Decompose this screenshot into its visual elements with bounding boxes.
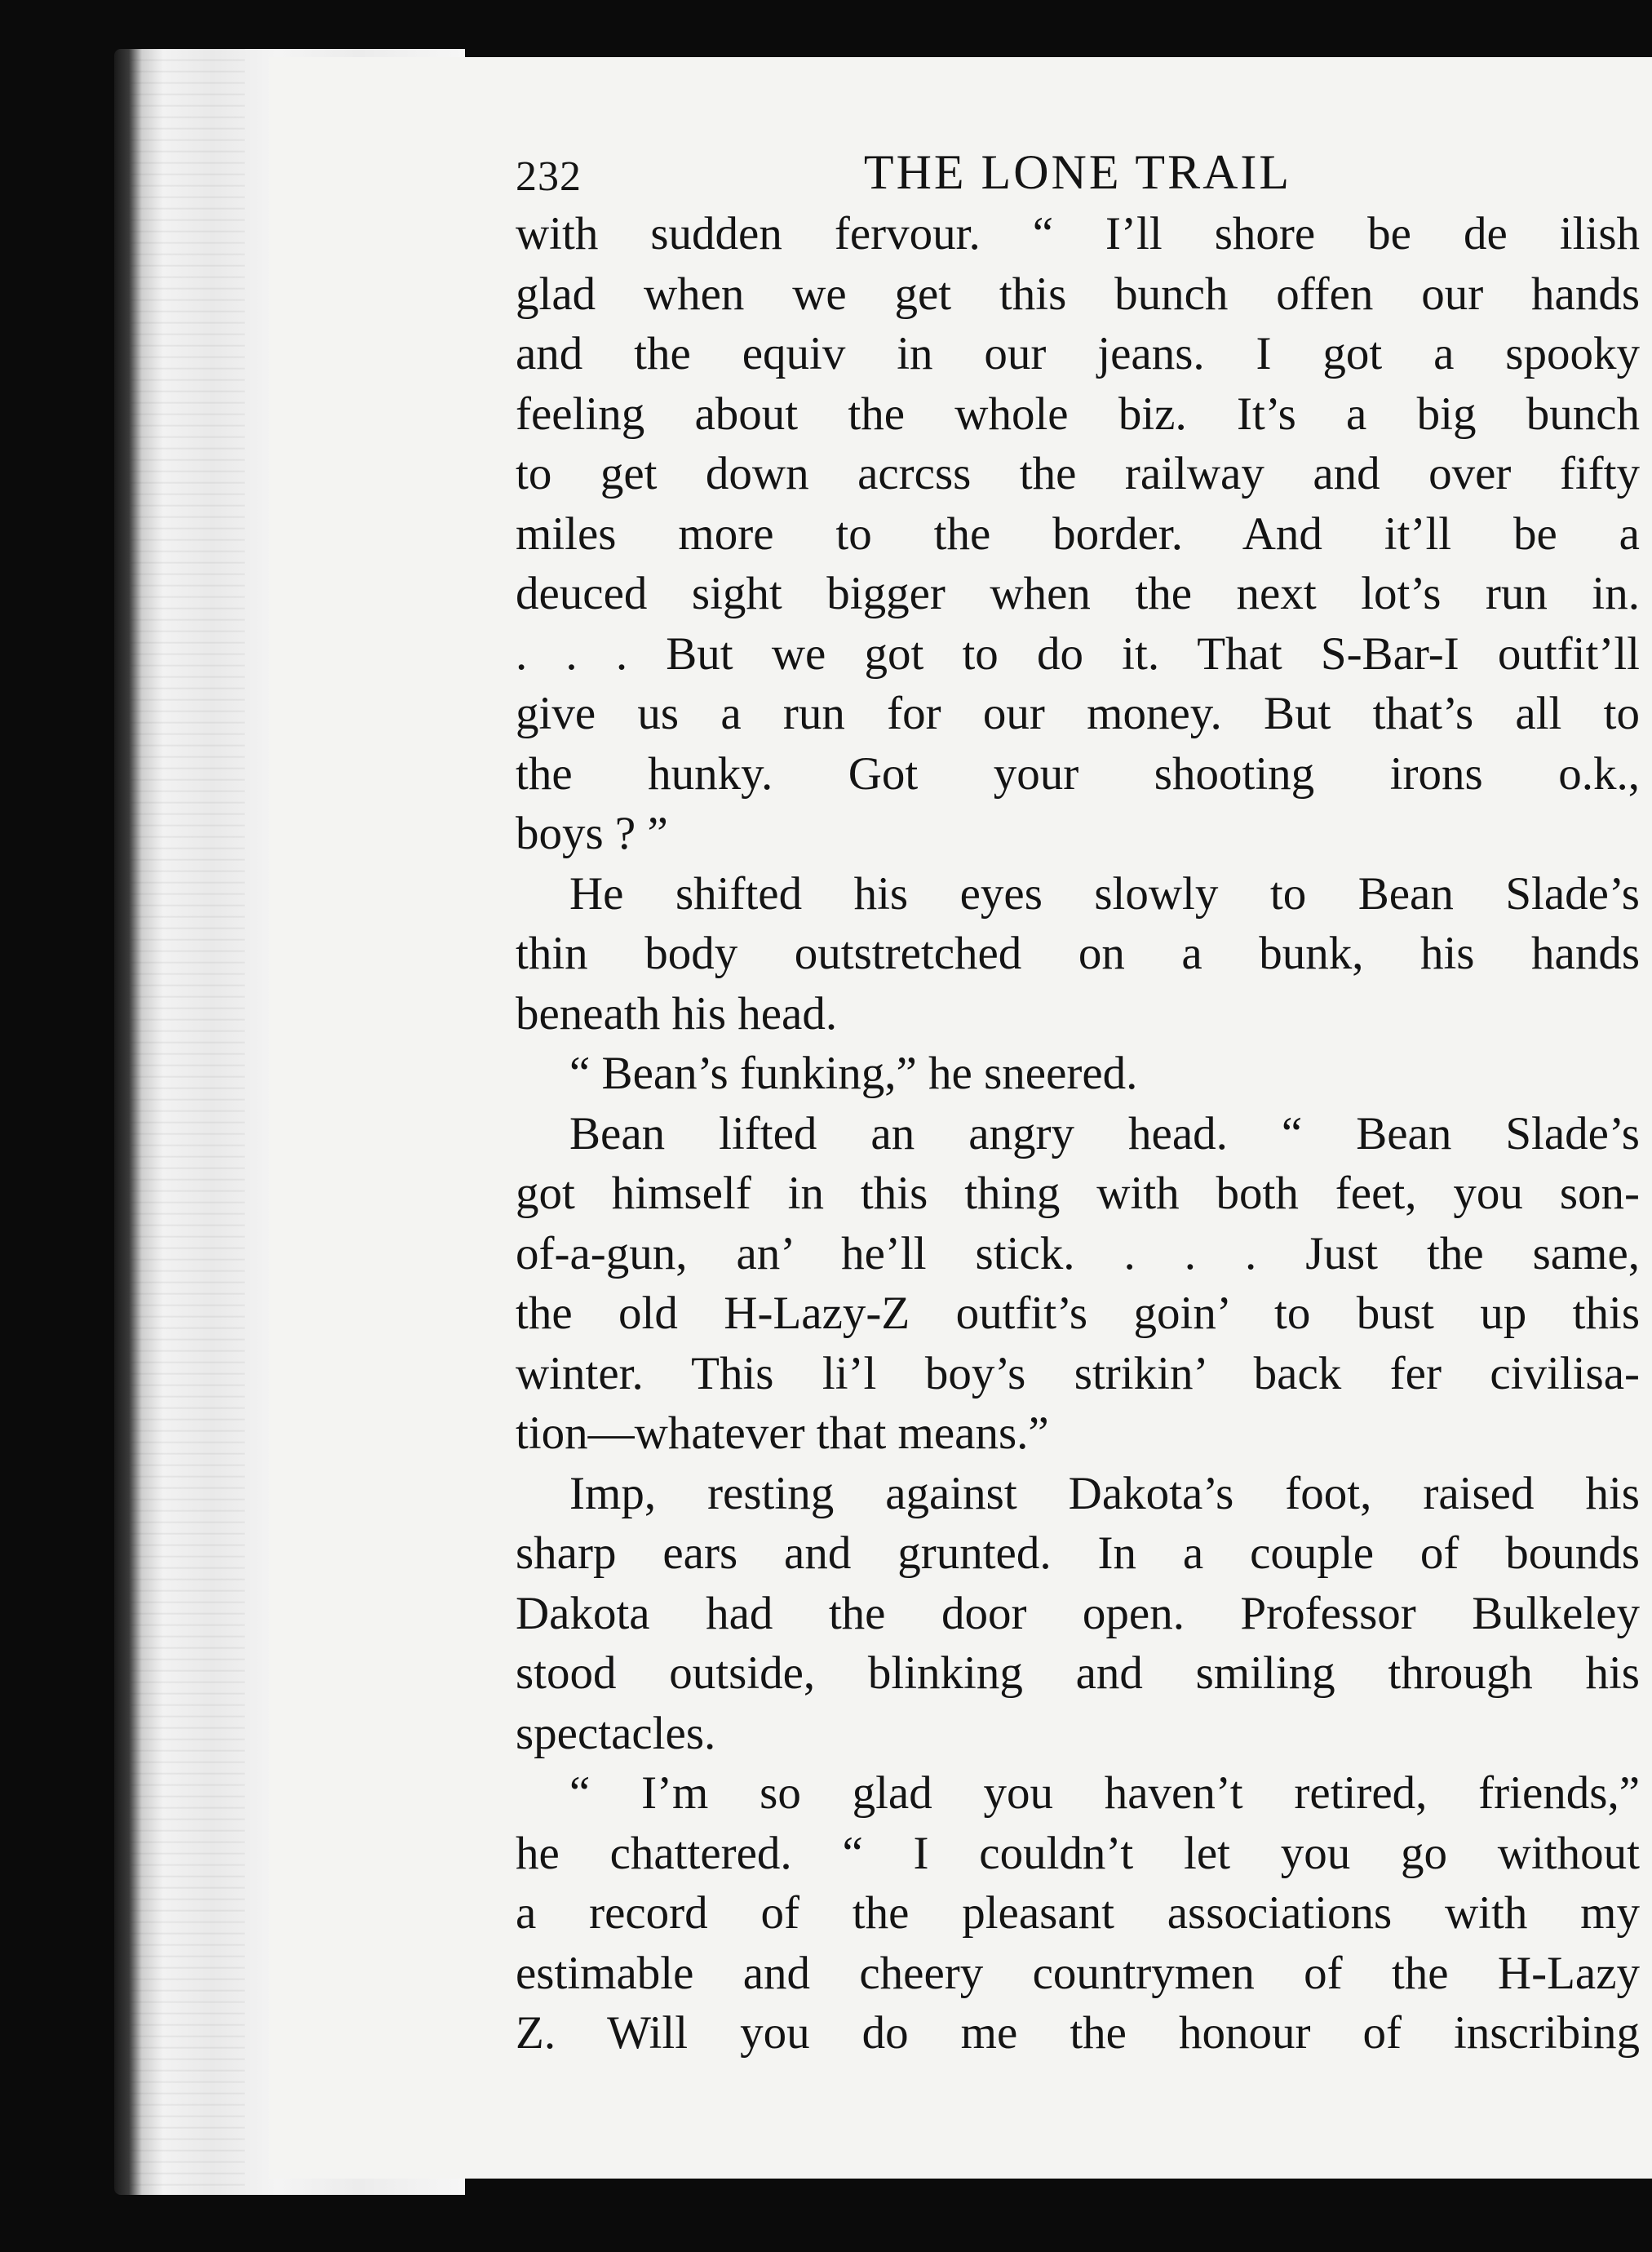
text-line: with sudden fervour. “ I’ll shore be de ilish — [516, 208, 1640, 259]
text-line: boys ? ” — [516, 808, 668, 859]
text-line: a record of the pleasant associations with my — [516, 1887, 1640, 1939]
text-line: beneath his head. — [516, 987, 838, 1040]
text-line: “ I’m so glad you haven’t retired, friends,” — [569, 1767, 1640, 1819]
text-line: estimable and cheery countrymen of the H-Lazy — [516, 1947, 1640, 1999]
text-line: . . . But we got to do it. That S-Bar-I outfit’ll — [516, 627, 1640, 680]
text-line: he chattered. “ I couldn’t let you go without — [516, 1827, 1640, 1879]
text-line: sharp ears and grunted. In a couple of bounds — [516, 1527, 1640, 1579]
text-line: give us a run for our money. But that’s all to — [516, 688, 1640, 739]
text-line: Bean lifted an angry head. “ Bean Slade’s — [569, 1107, 1640, 1159]
text-line: miles more to the border. And it’ll be a — [516, 508, 1640, 560]
text-line: Dakota had the door open. Professor Bulkeley — [516, 1587, 1640, 1639]
text-line: Imp, resting against Dakota’s foot, raised his — [569, 1467, 1640, 1519]
text-line: deuced sight bigger when the next lot’s run in. — [516, 568, 1640, 619]
text-line: the old H-Lazy-Z outfit’s goin’ to bust up this — [516, 1288, 1640, 1339]
text-line: stood outside, blinking and smiling through his — [516, 1647, 1640, 1699]
running-head — [516, 140, 1640, 204]
text-line: winter. This li’l boy’s strikin’ back fer civilisa- — [516, 1347, 1640, 1399]
text-line: spectacles. — [516, 1707, 716, 1759]
text-line: thin body outstretched on a bunk, his hands — [516, 928, 1640, 979]
page-number: 232 — [516, 153, 582, 200]
text-line: glad when we get this bunch offen our hands — [516, 268, 1640, 320]
text-line: and the equiv in our jeans. I got a spooky — [516, 328, 1640, 379]
text-line: “ Bean’s funking,” he sneered. — [569, 1048, 1138, 1099]
text-line: tion—whatever that means.” — [516, 1408, 1049, 1459]
running-title: THE LONE TRAIL — [863, 145, 1292, 199]
text-line: got himself in this thing with both feet, you son- — [516, 1168, 1640, 1219]
page-text-block — [516, 140, 1640, 2064]
text-line: He shifted his eyes slowly to Bean Slade’s — [569, 867, 1640, 920]
text-line: the hunky. Got your shooting irons o.k., — [516, 747, 1640, 800]
text-line: to get down acrcss the railway and over fifty — [516, 448, 1640, 499]
text-line: Z. Will you do me the honour of inscribing — [516, 2007, 1640, 2059]
text-line: of-a-gun, an’ he’ll stick. . . . Just the same, — [516, 1227, 1640, 1279]
text-line: feeling about the whole biz. It’s a big bunch — [516, 388, 1640, 440]
